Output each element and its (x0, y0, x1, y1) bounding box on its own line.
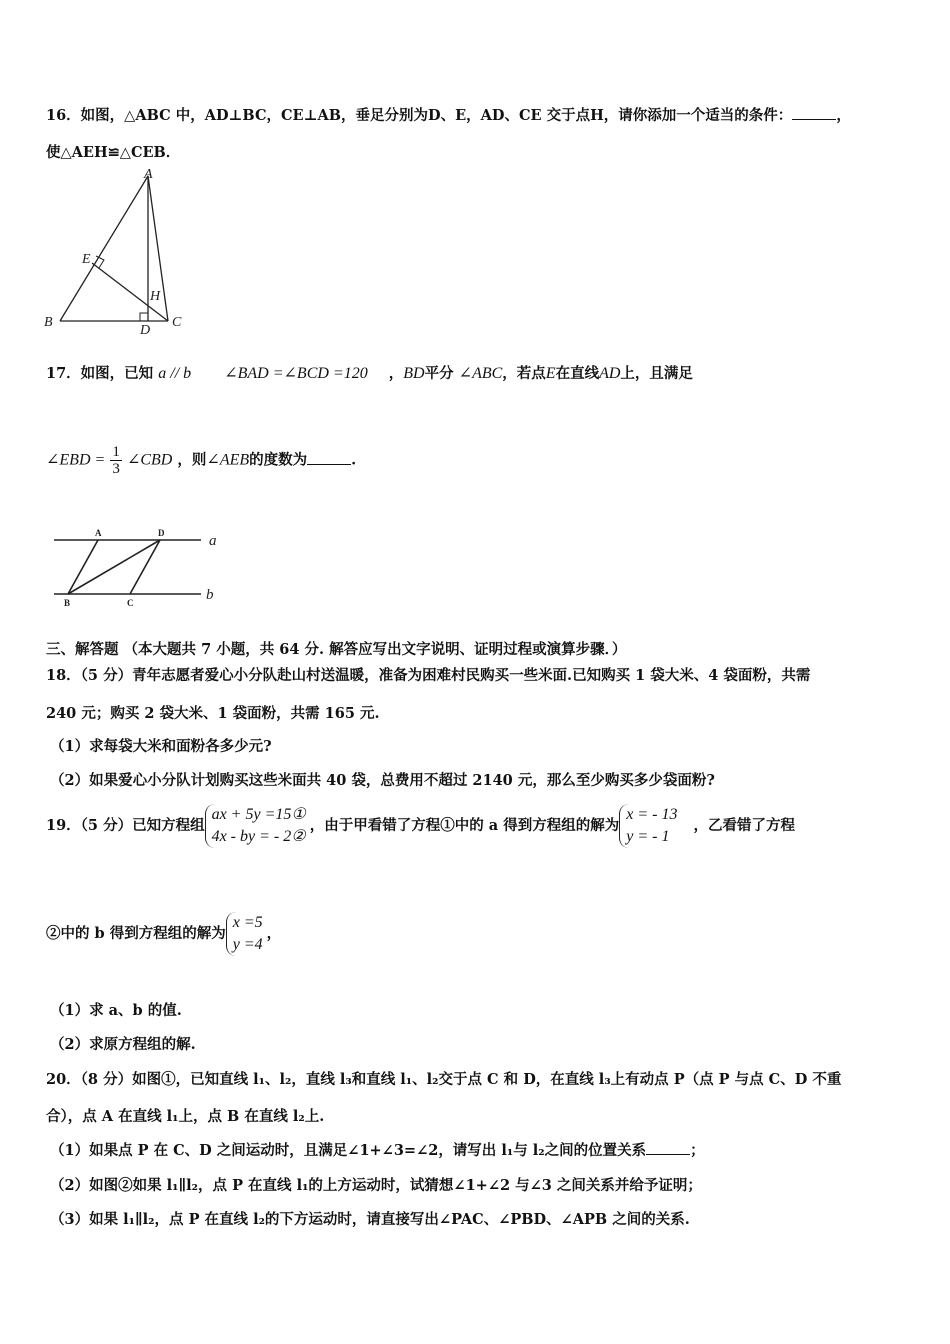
solution-jia: x = - 13 y = - 1 (619, 804, 681, 848)
fraction-one-third: $\frac{1}{3}$ (112, 444, 120, 477)
segment-ab (60, 176, 148, 321)
label-h: H (150, 289, 161, 304)
q20-part3: （3）如果 l₁∥l₂，点 P 在直线 l₂的下方运动时，请直接写出∠PAC、∠PBD、∠APB 之间的关系. (50, 1211, 690, 1228)
label-line-a: a (209, 533, 217, 549)
q18-line2: 240 元；购买 2 袋大米、1 袋面粉，共需 165 元. (46, 705, 380, 722)
equation-system: ax + 5y =15① 4x - by = - 2② (205, 804, 310, 848)
q17-line1: 17．如图，已知 a // b ∠BAD =∠BCD =120 ，BD平分 ∠ABC，若点E在直线AD上，且满足 (46, 365, 693, 382)
section-heading: 三、解答题 （本大题共 7 小题，共 64 分. 解答应写出文字说明、证明过程或演算步骤．） (46, 641, 627, 658)
q16-line1: 16．如图，△ABC 中，AD⊥BC，CE⊥AB，垂足分别为D、E，AD、CE 交于点H，请你添加一个适当的条件： ， (46, 107, 851, 124)
label-d: D (140, 323, 151, 338)
q17-parallel-lines-figure (46, 524, 236, 614)
right-angle-d (140, 313, 148, 321)
q18-part2: （2）如果爱心小分队计划购买这些米面共 40 袋，总费用不超过 2140 元，那么至少购买多少袋面粉? (50, 772, 715, 789)
label-c: C (127, 598, 134, 608)
q20-line1: 20．（8 分）如图①，已知直线 l₁、l₂，直线 l₃和直线 l₁、l₂交于点 C 和 D，在直线 l₃上有动点 P（点 P 与点 C、D 不重 (46, 1071, 842, 1088)
label-d: D (158, 528, 165, 538)
q19-line1: 19．（5 分）已知方程组 ax + 5y =15① 4x - by = - 2② ，由于甲看错了方程①中的 a 得到方程组的解为 x = - 13 y = - 1 ，乙看错了方程 (46, 804, 795, 848)
label-b: B (44, 315, 53, 330)
solution-yi: x =5 y =4 (226, 912, 267, 956)
q20-line2: 合），点 A 在直线 l₁上，点 B 在直线 l₂上. (46, 1108, 325, 1125)
label-c: C (172, 315, 182, 330)
q17-line2: ∠EBD = $\frac{1}{3}$ ∠CBD ，则∠AEB的度数为 . (46, 444, 357, 477)
q20-part1: （1）如果点 P 在 C、D 之间运动时，且满足∠1+∠3=∠2，请写出 l₁与 l₂之间的位置关系 ； (50, 1142, 705, 1159)
answer-blank (792, 107, 836, 120)
label-a: A (95, 528, 102, 538)
q19-line2: ②中的 b 得到方程组的解为 x =5 y =4 ， (46, 912, 281, 956)
label-line-b: b (206, 587, 214, 603)
q19-part2: （2）求原方程组的解. (50, 1036, 196, 1053)
q16-line2: 使△AEH≌△CEB． (46, 144, 181, 161)
label-a: A (144, 168, 153, 182)
answer-blank (646, 1142, 690, 1155)
label-e: E (82, 252, 91, 267)
q20-part2: （2）如图②如果 l₁∥l₂，点 P 在直线 l₁的上方运动时，试猜想∠1+∠2 与∠3 之间关系并给予证明； (50, 1177, 702, 1194)
label-b: B (64, 598, 71, 608)
q18-line1: 18．（5 分）青年志愿者爱心小分队赴山村送温暖，准备为困难村民购买一些米面.已知购买 1 袋大米、4 袋面粉，共需 (46, 667, 811, 684)
q19-part1: （1）求 a、b 的值. (50, 1002, 182, 1019)
q18-part1: （1）求每袋大米和面粉各多少元? (50, 738, 272, 755)
q16-triangle-figure (40, 168, 200, 338)
segment-bd (68, 540, 160, 594)
answer-blank (307, 452, 351, 465)
